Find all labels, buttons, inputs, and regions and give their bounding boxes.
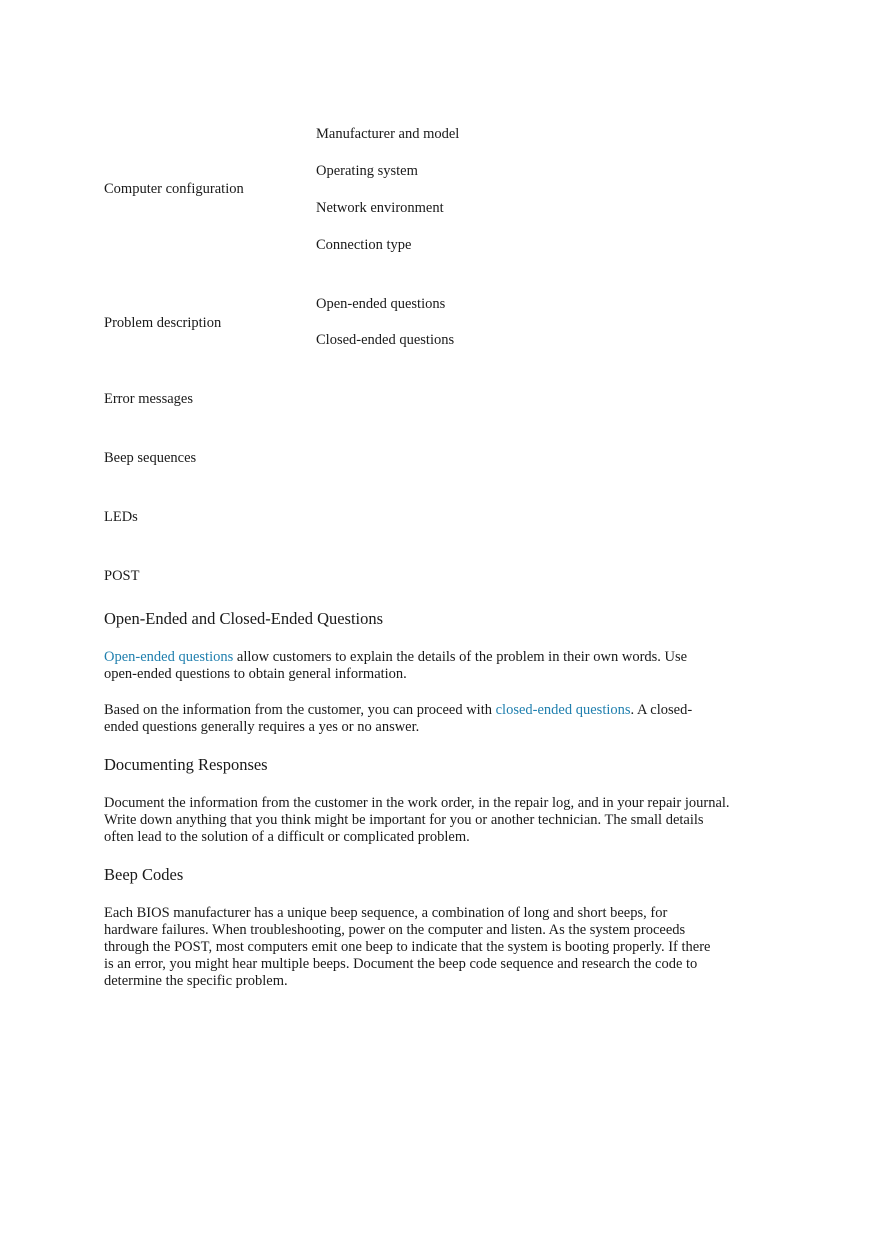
list-item: Operating system xyxy=(316,163,418,179)
paragraph-line: ended questions generally requires a yes or no answer. xyxy=(104,719,420,735)
row-label-post: POST xyxy=(104,568,140,584)
list-item: Closed-ended questions xyxy=(316,332,455,348)
row-label-problem-description: Problem description xyxy=(104,315,222,331)
row-label-leds: LEDs xyxy=(104,509,138,525)
paragraph-text: . A closed- xyxy=(630,702,693,718)
paragraph-line: through the POST, most computers emit one beep to indicate that the system is booting properly. If there xyxy=(104,939,711,955)
paragraph-closed-ended xyxy=(104,702,744,736)
list-item: Manufacturer and model xyxy=(316,126,460,142)
paragraph-beep-codes xyxy=(104,905,744,990)
section-heading-open-closed: Open-Ended and Closed-Ended Questions xyxy=(104,609,384,628)
paragraph-open-ended xyxy=(104,649,744,683)
section-heading-documenting: Documenting Responses xyxy=(104,755,268,774)
paragraph-line: Document the information from the customer in the work order, in the repair log, and in your repair journal. xyxy=(104,795,730,811)
list-item: Network environment xyxy=(316,200,444,216)
paragraph-documenting xyxy=(104,795,744,846)
paragraph-line: hardware failures. When troubleshooting, power on the computer and listen. As the system proceeds xyxy=(104,922,686,938)
section-heading-beep-codes: Beep Codes xyxy=(104,865,184,884)
paragraph-line: Each BIOS manufacturer has a unique beep sequence, a combination of long and short beeps, for xyxy=(104,905,668,921)
paragraph-line: often lead to the solution of a difficult or complicated problem. xyxy=(104,829,470,845)
row-label-beep-sequences: Beep sequences xyxy=(104,450,197,466)
row-label-error-messages: Error messages xyxy=(104,391,193,407)
list-item: Open-ended questions xyxy=(316,296,446,312)
closed-ended-questions-link[interactable]: closed-ended questions xyxy=(495,702,631,718)
paragraph-line: Write down anything that you think might be important for you or another technician. The small details xyxy=(104,812,704,828)
paragraph-text: allow customers to explain the details of the problem in their own words. Use xyxy=(233,649,688,665)
paragraph-line: determine the specific problem. xyxy=(104,973,288,989)
row-label-computer-configuration: Computer configuration xyxy=(104,181,244,197)
paragraph-text: Based on the information from the customer, you can proceed with xyxy=(104,702,496,718)
paragraph-line: is an error, you might hear multiple beeps. Document the beep code sequence and research the code to xyxy=(104,956,698,972)
list-item: Connection type xyxy=(316,237,412,253)
open-ended-questions-link[interactable]: Open-ended questions xyxy=(104,649,234,665)
paragraph-line: open-ended questions to obtain general information. xyxy=(104,666,407,682)
